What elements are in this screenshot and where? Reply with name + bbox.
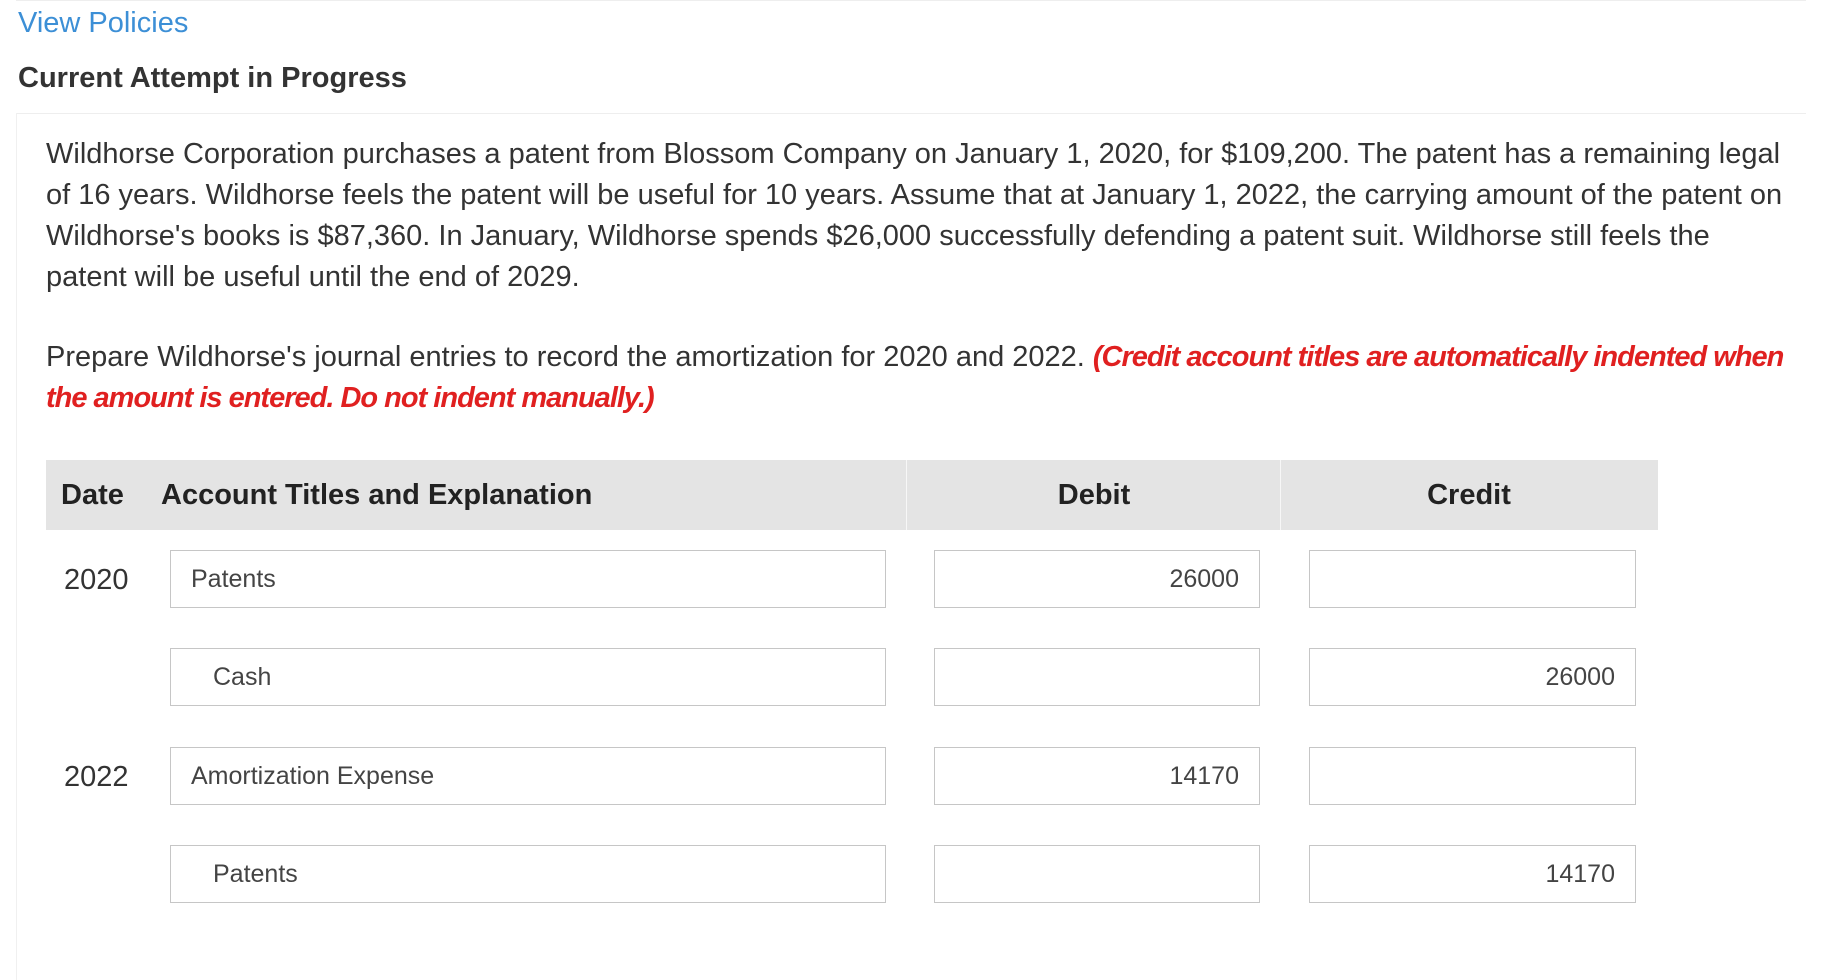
problem-statement: Wildhorse Corporation purchases a patent from Blossom Company on January 1, 2020, for $109,200. The patent has a remaining legal of 16 years. Wildhorse feels the patent will be useful for 10 years. Assume that at January 1, 2022, the carrying amount of the patent on Wildhorse's books is $87,360. In January, Wildhorse spends $26,000 successfully defending a patent suit. Wildhorse still feels the patent will be useful until the end of 2029. — [46, 138, 1783, 293]
credit-input[interactable]: 14170 — [1309, 845, 1636, 903]
view-policies-link[interactable]: View Policies — [18, 7, 189, 39]
instruction-paragraph — [46, 337, 1806, 419]
account-title-input[interactable]: Amortization Expense — [170, 747, 886, 805]
debit-input[interactable] — [934, 845, 1260, 903]
header-divider — [16, 113, 1806, 114]
credit-input[interactable] — [1309, 747, 1636, 805]
credit-input[interactable] — [1309, 550, 1636, 608]
debit-input[interactable]: 14170 — [934, 747, 1260, 805]
date-column-header: Date — [61, 479, 124, 511]
header-separator — [906, 460, 907, 530]
debit-input[interactable]: 26000 — [934, 550, 1260, 608]
credit-input[interactable]: 26000 — [1309, 648, 1636, 706]
account-title-input[interactable]: Patents — [170, 845, 886, 903]
credit-column-header: Credit — [1427, 479, 1511, 511]
row-date: 2020 — [64, 564, 129, 596]
attempt-title: Current Attempt in Progress — [18, 62, 407, 94]
content-border — [16, 113, 17, 980]
indent-note: (Credit account titles are automatically indented when the amount is entered. Do not indent manually.) — [46, 341, 1784, 414]
debit-input[interactable] — [934, 648, 1260, 706]
account-title-input[interactable]: Patents — [170, 550, 886, 608]
account-title-input[interactable]: Cash — [170, 648, 886, 706]
instruction-text: Prepare Wildhorse's journal entries to record the amortization for 2020 and 2022. — [46, 341, 1093, 373]
debit-column-header: Debit — [1057, 479, 1131, 511]
journal-table-header — [46, 460, 1658, 530]
top-divider — [16, 0, 1806, 1]
header-separator — [1280, 460, 1281, 530]
row-date: 2022 — [64, 761, 129, 793]
account-column-header: Account Titles and Explanation — [161, 479, 593, 511]
